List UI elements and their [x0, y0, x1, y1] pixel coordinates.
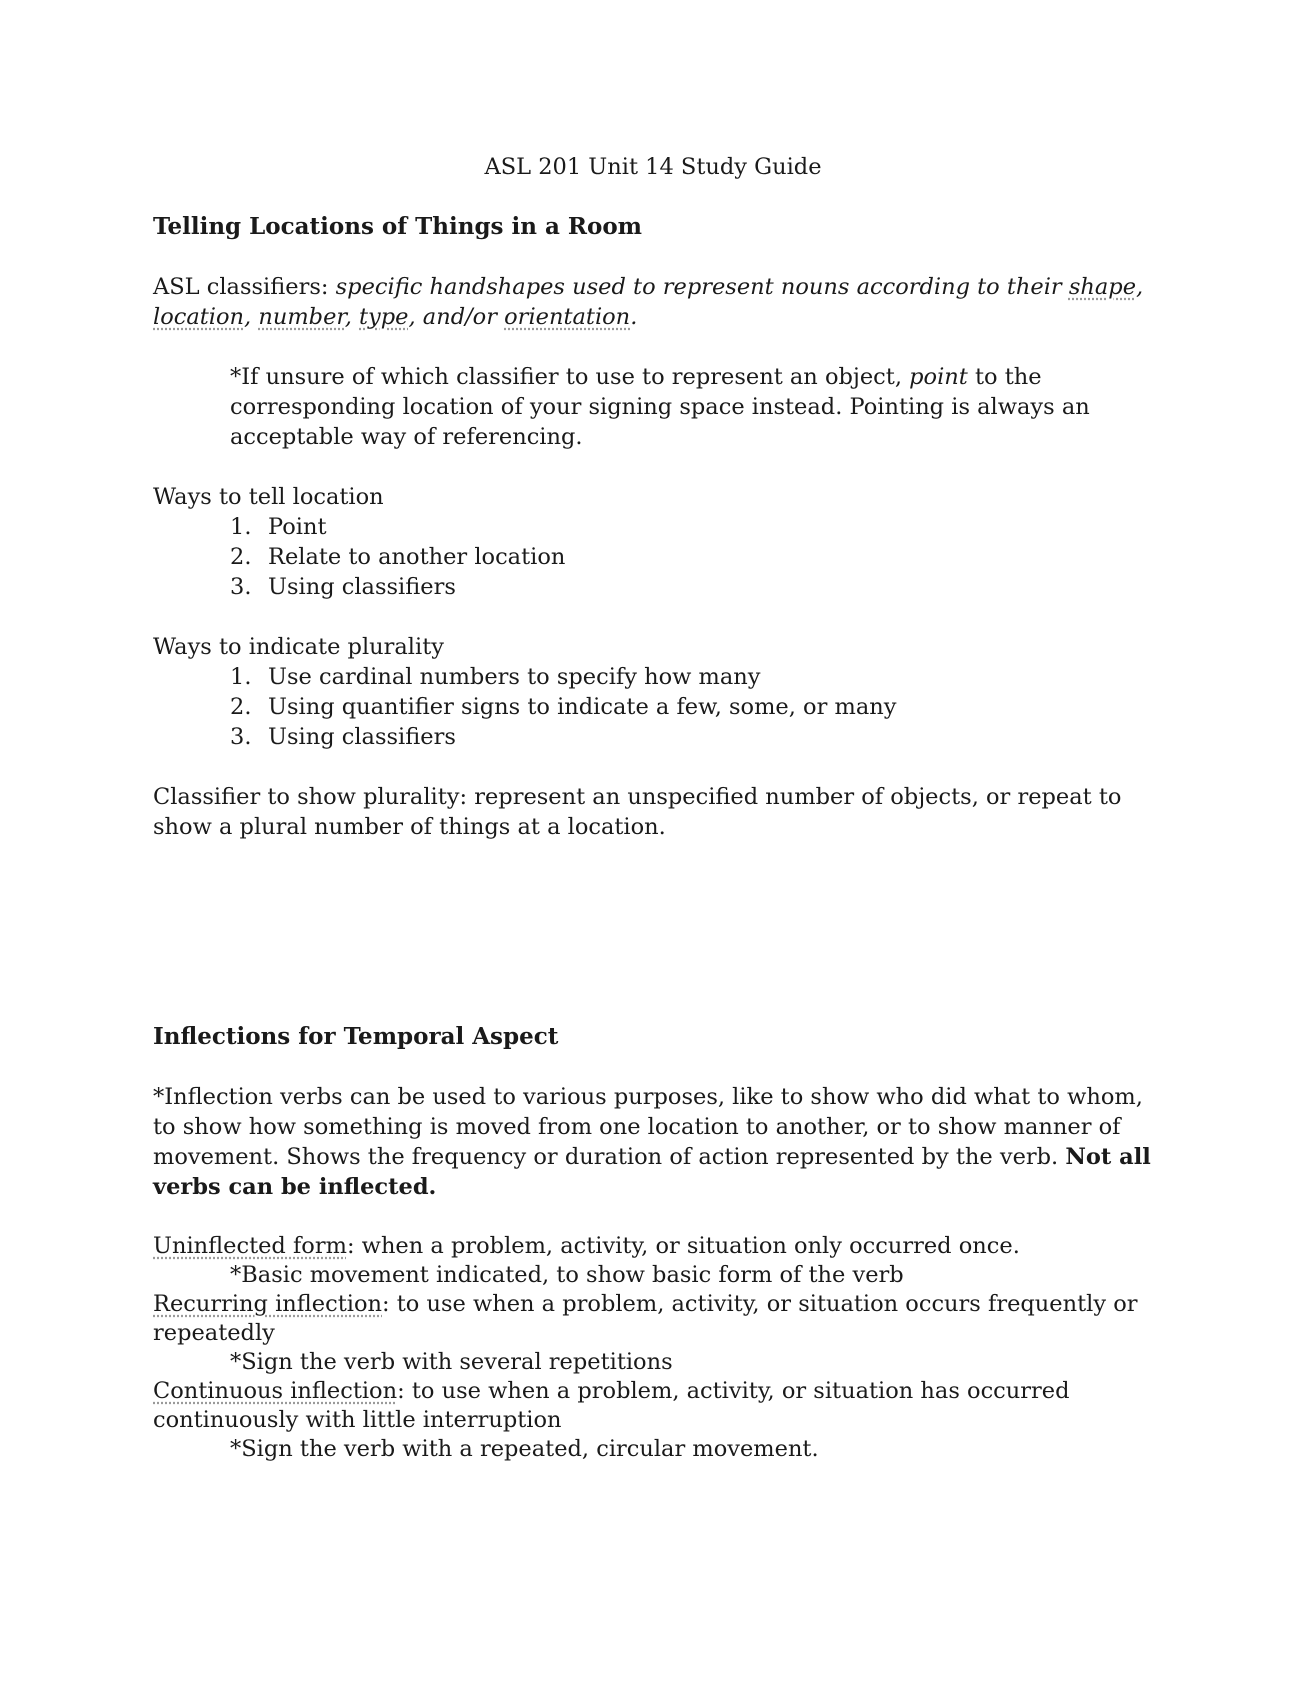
list-item: 1. Point [230, 514, 327, 540]
section-heading-locations: Telling Locations of Things in a Room [153, 213, 643, 240]
uninflected-definition: Uninflected form: when a problem, activity, or situation only occurred once. [153, 1233, 1020, 1259]
list-item: 2. Using quantifier signs to indicate a few, some, or many [230, 694, 897, 720]
term-continuous: Continuous inflection [153, 1378, 398, 1404]
classifiers-def: specific handshapes used to represent nouns according to their shape, location, number, type, and/or orientation. [153, 274, 1144, 330]
recurring-note: *Sign the verb with several repetitions [230, 1349, 673, 1375]
continuous-definition: Continuous inflection: to use when a problem, activity, or situation has occurred continuously with little interruption [153, 1378, 1070, 1433]
ways-location-heading: Ways to tell location [153, 484, 384, 510]
classifiers-definition [153, 272, 1153, 332]
inflection-intro: *Inflection verbs can be used to various purposes, like to show who did what to whom, to show how something is moved from one location to another, or to show manner of movement. Shows the frequency or duration of action represented by the verb. Not all verbs can be inflected. [153, 1084, 1151, 1200]
point-emphasis: point [909, 364, 968, 390]
list-item: 1. Use cardinal numbers to specify how many [230, 664, 761, 690]
pointing-note: *If unsure of which classifier to use to represent an object, point to the corresponding location of your signing space instead. Pointing is always an acceptable way of referencing. [230, 364, 1090, 450]
classifiers-label: ASL classifiers: [153, 274, 336, 300]
ways-plurality-heading: Ways to indicate plurality [153, 634, 444, 660]
ways-location-list [153, 512, 1306, 602]
section-heading-inflections: Inflections for Temporal Aspect [153, 1023, 559, 1050]
uninflected-note: *Basic movement indicated, to show basic form of the verb [230, 1262, 904, 1288]
term-number: number [258, 304, 345, 330]
list-item: 3. Using classifiers [230, 724, 456, 750]
term-location: location [153, 304, 245, 330]
term-uninflected: Uninflected form [153, 1233, 347, 1259]
list-item: 3. Using classifiers [230, 574, 456, 600]
term-type: type [359, 304, 409, 330]
term-recurring: Recurring inflection [153, 1291, 382, 1317]
term-shape: shape [1068, 274, 1137, 300]
document-title: ASL 201 Unit 14 Study Guide [484, 154, 822, 180]
term-orientation: orientation [504, 304, 631, 330]
inflection-intro-bold: Not all verbs can be inflected. [153, 1144, 1151, 1200]
inflection-definitions [153, 1232, 1153, 1464]
list-item: 2. Relate to another location [230, 544, 566, 570]
recurring-definition: Recurring inflection: to use when a problem, activity, or situation occurs frequently or repeatedly [153, 1291, 1138, 1346]
ways-plurality-list [153, 662, 1306, 752]
continuous-note: *Sign the verb with a repeated, circular movement. [230, 1436, 819, 1462]
plurality-classifier-note: Classifier to show plurality: represent an unspecified number of objects, or repeat to show a plural number of things at a location. [153, 784, 1122, 840]
